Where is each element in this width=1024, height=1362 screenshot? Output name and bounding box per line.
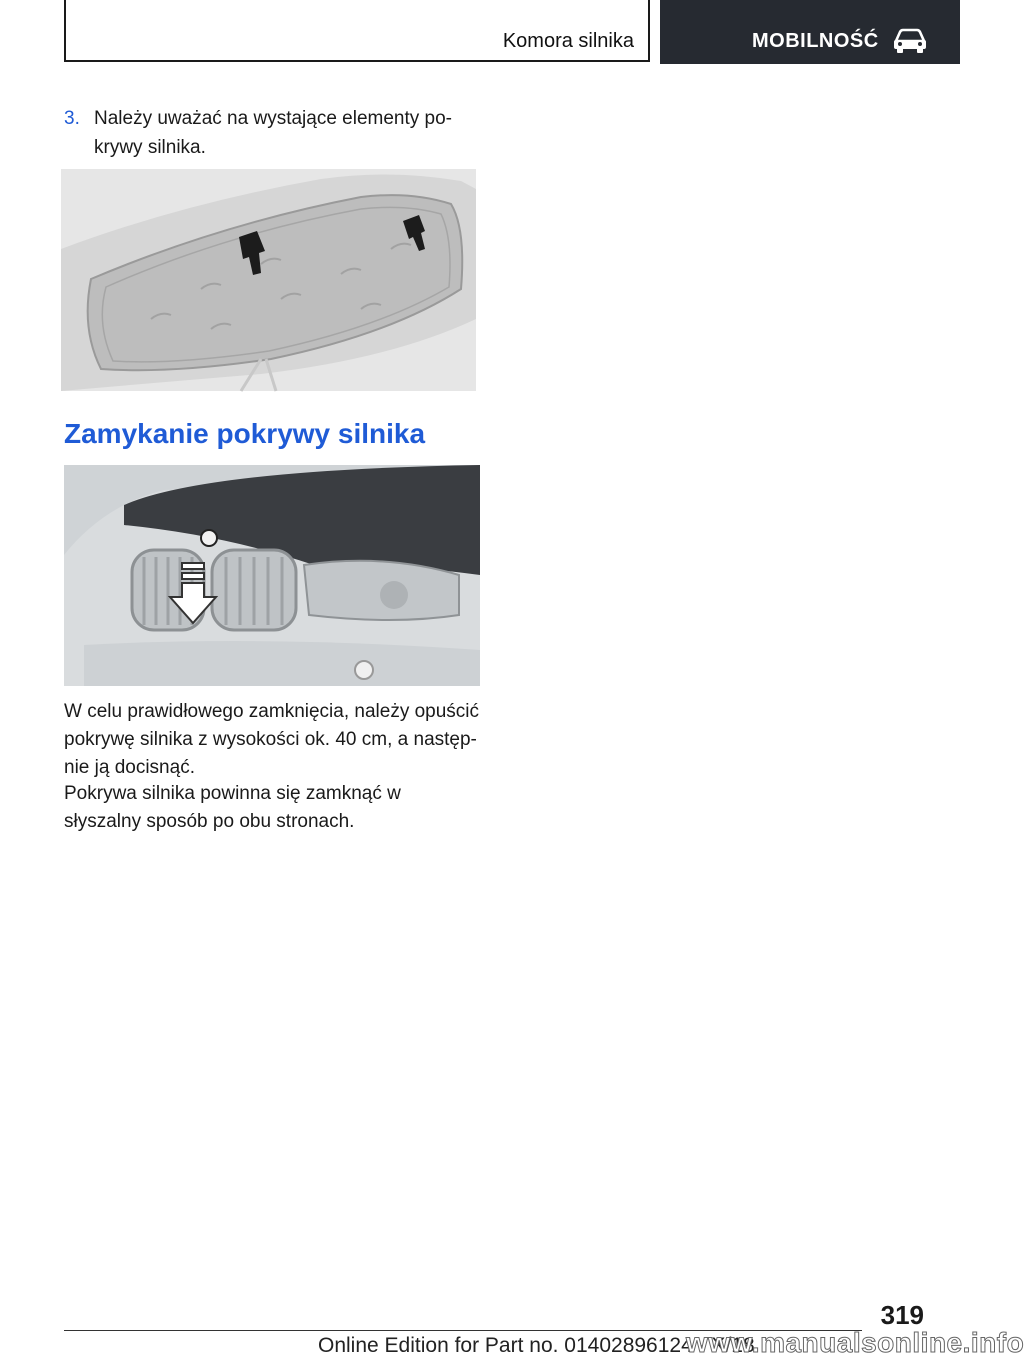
footer-edition-text: Online Edition for Part no. 01402896124 - X/18 bbox=[318, 1334, 755, 1357]
hood-underside-illustration bbox=[61, 169, 476, 391]
closing-instruction-paragraph: W celu prawidłowego zamknięcia, należy opuścić pokrywę silnika z wysokości ok. 40 cm, a następ‐ nie ją docisnąć. bbox=[64, 701, 480, 778]
watermark: www.manualsonline.info bbox=[686, 1327, 1024, 1358]
page-number: 319 bbox=[880, 1300, 924, 1330]
section-heading: Zamykanie pokrywy silnika bbox=[64, 418, 426, 449]
hood-closing-illustration bbox=[64, 465, 480, 686]
header-chapter-box bbox=[64, 0, 650, 62]
chapter-title: Komora silnika bbox=[502, 30, 634, 52]
header-section-box bbox=[660, 0, 960, 64]
instruction-step bbox=[64, 104, 476, 162]
car-icon bbox=[892, 26, 928, 54]
step-number: 3. bbox=[64, 108, 80, 129]
section-title: MOBILNOŚĆ bbox=[752, 30, 879, 52]
step-text: Należy uważać na wystające elementy po‐ krywy silnika. bbox=[94, 108, 453, 158]
closing-result-paragraph: Pokrywa silnika powinna się zamknąć w słyszalny sposób po obu stronach. bbox=[64, 783, 401, 832]
